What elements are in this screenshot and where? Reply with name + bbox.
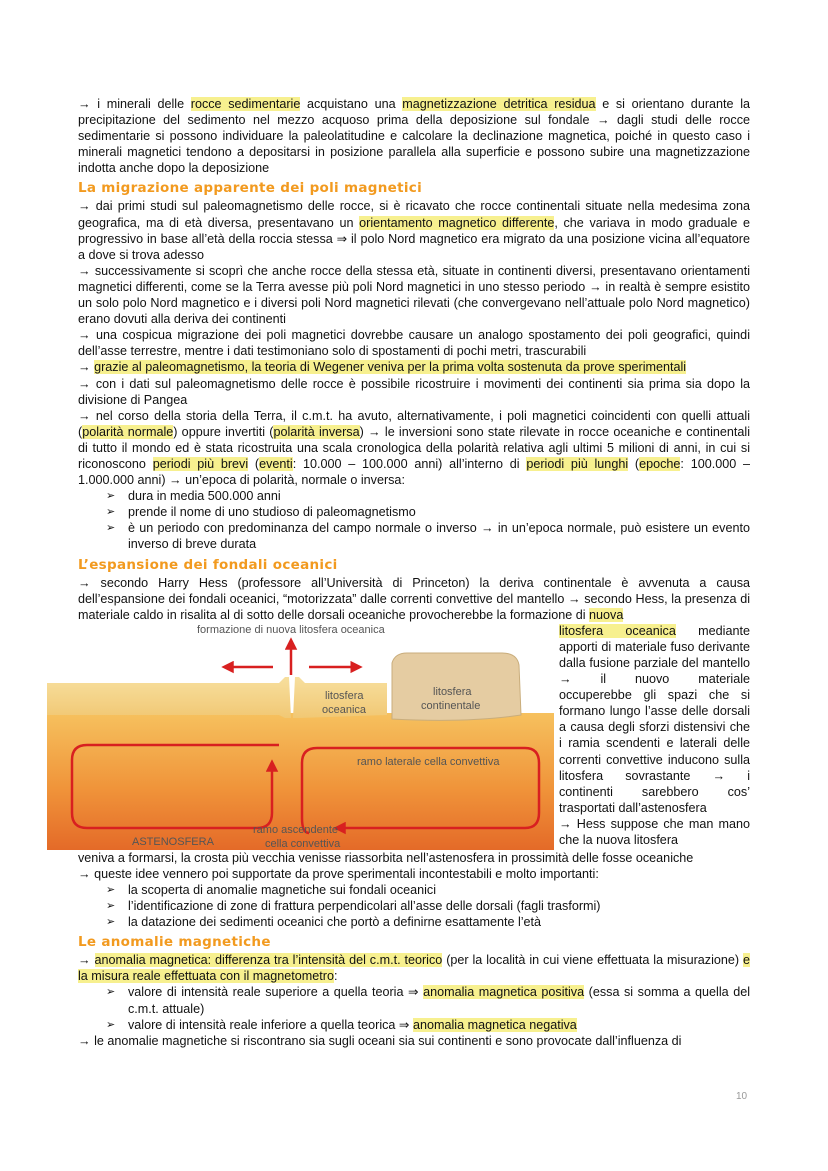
highlight: periodi più lunghi [526,456,629,471]
paragraph [78,952,750,984]
text: → i minerali delle [78,97,191,111]
highlight: polarità inversa [273,424,360,439]
highlight: rocce sedimentarie [190,97,301,111]
text: → Hess suppose che man mano che la nuova litosfera [559,816,750,848]
bullet-arrow-icon: ➢ [106,506,116,519]
bullet-list [78,488,750,552]
bullet-list [78,984,750,1032]
paragraph-minerals [78,96,750,176]
wrapped-text [559,623,750,848]
text: valore di intensità reale inferiore a quella teorica ⇒ [128,1017,413,1032]
page-number: 10 [736,1091,748,1102]
bullet-list [78,882,750,930]
list-item [106,488,750,504]
label-ramo-ascendente: cella convettiva [265,837,341,850]
section-title-anomalie: Le anomalie magnetiche [78,934,271,951]
highlight: anomalia magnetica: differenza tra l’intensità del c.m.t. teorico [94,953,443,968]
section-title-migrazione: La migrazione apparente dei poli magnetici [78,180,423,197]
list-item-text: prende il nome di uno studioso di paleomagnetismo [128,505,416,520]
text: → secondo Harry Hess (professore all’Università di Princeton) la deriva continentale è avvenuta a causa dell’espansione dei fondali oceanici, “motorizzata” dalle correnti convettive del mantello → secondo Hess, la presenza di materiale caldo in risalita al di sotto delle dorsali oceaniche provocherebbe la formazione di [78,575,750,622]
text: ( [248,456,260,471]
oceanic-lithosphere [47,677,291,718]
paragraph: → successivamente si scoprì che anche rocce della stessa età, situate in continenti diversi, presentavano orientamenti magnetici differenti, come se la Terra avesse più poli Nord magnetici in uno stesso periodo → in realtà è sempre esistito un solo polo Nord magnetico e i diversi poli Nord magnetici rilevati (che convergevano nell’attuale polo Nord magnetico) erano dovuti alla deriva dei continenti [78,263,750,327]
label-litosfera-oceanica: litosfera [325,689,364,702]
text: mediante apporti di materiale fuso derivante dalla fusione parziale del mantello → il nuovo materiale occuperebbe gli spazi che si formano lungo l’asse delle dorsali a causa degli sforzi distensivi che i ramia scendenti e laterali delle correnti convettive inducono sulla litosfera sovrastante → i continenti sarebbero cos’ trasportati dall’astenosfera [559,623,750,815]
text: (essa si somma a quella del c.m.t. attuale) [128,985,750,1016]
label-litosfera-continentale: continentale [421,699,481,712]
highlight: nuova [589,607,624,622]
list-item [106,898,750,914]
figure-caption: formazione di nuova litosfera oceanica [197,623,385,636]
section-title-espansione: L’espansione dei fondali oceanici [78,556,338,573]
list-item [106,984,750,1016]
label-litosfera-continentale: litosfera [433,685,472,698]
list-item [106,504,750,520]
text: → [78,360,95,375]
paragraph [78,408,750,488]
bullet-arrow-icon: ➢ [106,916,116,929]
text: : 10.000 – 100.000 anni) all’interno di [292,456,527,471]
bullet-arrow-icon: ➢ [106,522,116,535]
text: , che variava in modo graduale e progressivo in base all’età della roccia stessa ⇒ il polo Nord magnetico era migrato da una posizione vicina all’equatore a dove si trova adesso [78,215,750,262]
list-item [106,520,750,552]
label-astenosfera: ASTENOSFERA [132,835,214,848]
text: → dai primi studi sul paleomagnetismo delle rocce, si è ricavato che rocce continentali situate nella medesima zona geografica, ma di età diversa, presentavano un [78,199,750,230]
bullet-arrow-icon: ➢ [106,986,116,999]
bullet-arrow-icon: ➢ [106,900,116,913]
text: : [333,969,338,984]
text: : 100.000 – 1.000.000 anni) → un’epoca di polarità, normale o inversa: [78,456,750,488]
figure-with-text [78,623,750,850]
paragraph: veniva a formarsi, la crosta più vecchia venisse riassorbita nell’astenosfera in prossimità delle fosse oceaniche [78,850,694,865]
list-item [106,882,750,898]
text: e si orientano durante la precipitazione del sedimento nel mezzo acquoso prima della deposizione sul fondale → dagli studi delle rocce sedimentarie si possono individuare la paleolatitudine e calcolare la declinazione magnetica, poiché in questo caso i minerali magnetici tendono a depositarsi in posizione parallela alla superficie e possono subire una magnetizzazione indotta anche dopo la deposizione [78,97,750,176]
text: ( [628,456,640,471]
list-item-text: è un periodo con predominanza del campo normale o inverso → in un’epoca normale, può esistere un evento inverso di breve durata [128,521,750,552]
text: ) oppure invertiti ( [173,424,274,439]
text: ) → le inversioni sono state rilevate in rocce oceaniche e continentali di tutto il mondo ed è stata ricostruita una scala cronologica della polarità relativa agli ultimi 5 milioni di anni, in cui si riconoscono [78,424,750,471]
label-litosfera-oceanica: oceanica [322,703,367,716]
highlight: magnetizzazione detritica residua [402,97,596,111]
highlight: anomalia magnetica negativa [412,1017,577,1032]
text: (per la località in cui viene effettuata la misurazione) [442,953,743,968]
list-item-text: la scoperta di anomalie magnetiche sui fondali oceanici [128,883,437,897]
bullet-arrow-icon: ➢ [106,490,116,503]
bullet-arrow-icon: ➢ [106,884,116,896]
paragraph [78,359,750,375]
highlight: e la misura reale effettuata con il magnetometro [78,953,751,984]
highlight: orientamento magnetico differente [359,215,555,230]
paragraph [78,575,750,623]
paragraph: → una cospicua migrazione dei poli magnetici dovrebbe causare un analogo spostamento dei poli geografici, quindi dell’asse terrestre, mentre i dati testimoniano solo di spostamenti di pochi metri, trascurabili [78,328,750,359]
highlight: periodi più brevi [152,456,249,471]
text: → [78,953,95,968]
list-item-text: dura in media 500.000 anni [128,489,281,504]
text: → nel corso della storia della Terra, il c.m.t. ha avuto, alternativamente, i poli magnetici coincidenti con quelli attuali ( [78,408,750,439]
label-ramo-ascendente: ramo ascendente [253,823,338,836]
highlight: anomalia magnetica positiva [423,985,585,1000]
label-ramo-laterale: ramo laterale cella convettiva [357,755,500,768]
highlight: polarità normale [82,424,174,439]
text: valore di intensità reale superiore a quella teoria ⇒ [128,985,424,1000]
page-content [78,96,750,1049]
highlight: litosfera oceanica [559,623,676,638]
paragraph [78,198,750,262]
list-item [106,1017,750,1033]
paragraph: → le anomalie magnetiche si riscontrano sia sugli oceani sia sui continenti e sono provocate dall’influenza di [78,1033,682,1048]
list-item [106,914,750,930]
highlight: grazie al paleomagnetismo, la teoria di Wegener veniva per la prima volta sostenuta da prove sperimentali [94,360,687,375]
list-item-text: la datazione dei sedimenti oceanici che portò a definirne esattamente l’età [128,915,542,930]
text: acquistano una [300,97,403,111]
highlight: eventi [259,456,293,471]
paragraph: → queste idee vennero poi supportate da prove sperimentali incontestabili e molto importanti: [78,866,599,881]
highlight: epoche [639,456,681,471]
convection-diagram [47,623,554,850]
list-item-text: l’identificazione di zone di frattura perpendicolari all’asse delle dorsali (fagli trasformi) [128,899,601,914]
bullet-arrow-icon: ➢ [106,1018,116,1031]
paragraph: → con i dati sul paleomagnetismo delle rocce è possibile ricostruire i movimenti dei continenti sia prima sia dopo la divisione di Pangea [78,376,750,407]
